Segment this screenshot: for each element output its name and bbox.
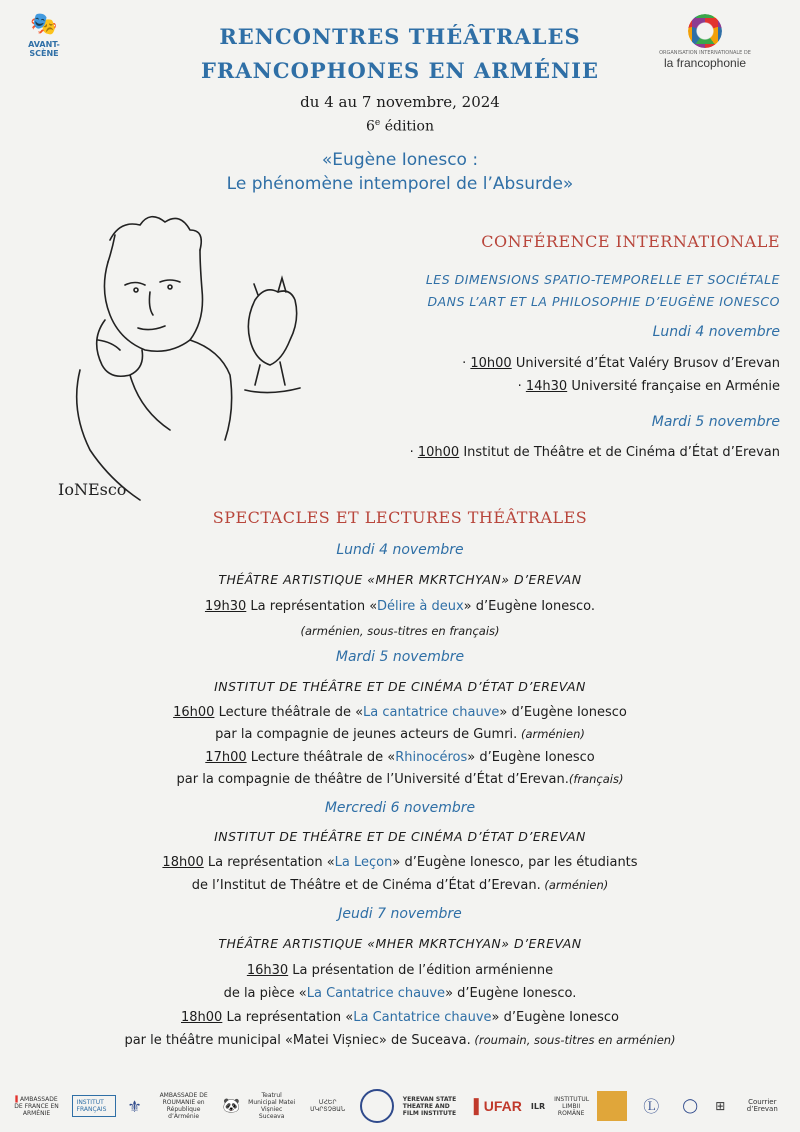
show-line <box>0 855 800 870</box>
ionesco-portrait-illustration <box>50 200 320 510</box>
show-text: La présentation de l’édition arménienne <box>288 963 554 978</box>
show-line <box>0 1010 800 1025</box>
show-line <box>0 772 800 787</box>
language-note: (arménien) <box>540 878 609 892</box>
conference-time: 10h00 <box>417 445 460 460</box>
logo-university-seal <box>360 1089 394 1123</box>
show-text: » d’Eugène Ionesco, par les étudiants <box>392 855 638 870</box>
conference-venue: Université d’État Valéry Brusov d’Erevan <box>515 356 780 371</box>
show-line <box>0 727 800 742</box>
show-time: 19h30 <box>204 599 247 614</box>
seal-icon <box>360 1089 394 1123</box>
show-text: » d’Eugène Ionesco. <box>463 599 596 614</box>
show-text: Lecture théâtrale de « <box>214 705 364 720</box>
conference-item: · 14h30 Université française en Arménie <box>517 379 780 394</box>
edition-label: 6e édition <box>366 118 434 135</box>
conference-time: 10h00 <box>470 356 512 371</box>
logo-institutul-limbii-romane: INSTITUTUL LIMBII ROMÂNE <box>554 1095 590 1117</box>
show-text: par la compagnie de jeunes acteurs de Gumri. <box>215 727 518 742</box>
logo-blue-circle: ◯ <box>682 1097 699 1114</box>
ionesco-signature: IoNEsco <box>58 480 127 499</box>
show-line <box>0 878 800 893</box>
logo-ilr: ILR <box>530 1101 546 1111</box>
partner-logos <box>0 1080 800 1132</box>
shows-day-wednesday: Mercredi 6 novembre <box>324 800 476 816</box>
logo-institut-francais: INSTITUT FRANÇAIS <box>72 1095 116 1117</box>
play-title: La cantatrice chauve <box>363 705 500 720</box>
show-text: » d’Eugène Ionesco <box>491 1010 619 1025</box>
event-dates: du 4 au 7 novembre, 2024 <box>300 93 500 111</box>
show-text: par la compagnie de théâtre de l’Université d’État d’Erevan. <box>176 772 569 787</box>
panda-icon: 🐼 <box>222 1097 241 1114</box>
play-title: La Leçon <box>334 855 393 870</box>
show-text: La représentation « <box>222 1010 354 1025</box>
show-time: 18h00 <box>162 855 204 870</box>
show-text: » d’Eugène Ionesco. <box>445 986 577 1001</box>
conference-time: 14h30 <box>525 379 568 394</box>
show-text: Lecture théâtrale de « <box>246 750 396 765</box>
show-time: 16h00 <box>173 705 215 720</box>
logo-l-mark: Ⓛ <box>643 1096 660 1116</box>
conference-title: CONFÉRENCE INTERNATIONALE <box>481 232 780 251</box>
francophonie-name: la francophonie <box>663 56 747 70</box>
show-text: de la pièce « <box>223 986 307 1001</box>
language-note: (roumain, sous-titres en arménien) <box>470 1033 676 1047</box>
theme-quote-line1: «Eugène Ionesco : <box>321 150 479 170</box>
conference-subtitle-line2: DANS L’ART ET LA PHILOSOPHIE D’EUGÈNE IONESCO <box>427 294 780 309</box>
show-time: 17h00 <box>205 750 247 765</box>
logo-teatrul-municipal: Teatrul Municipal Matei Vișniec Suceava <box>248 1092 296 1120</box>
show-line <box>0 705 800 720</box>
logo-yerevan-state-institute: YEREVAN STATE THEATRE AND FILM INSTITUTE <box>402 1095 457 1117</box>
shows-day-monday: Lundi 4 novembre <box>336 542 464 558</box>
crest-icon: ⚜ <box>127 1096 142 1116</box>
shows-day-thursday: Jeudi 7 novembre <box>338 906 462 922</box>
conference-day-tuesday: Mardi 5 novembre <box>651 414 780 430</box>
theater-masks-icon: 🎭 <box>30 12 58 37</box>
play-title: La Cantatrice chauve <box>353 1010 492 1025</box>
play-title: La Cantatrice chauve <box>306 986 446 1001</box>
logo-ambassade-roumanie: AMBASSADE DE ROUMANIE en République d’Arménie <box>159 1092 208 1120</box>
conference-venue: Institut de Théâtre et de Cinéma d’État d’Erevan <box>463 445 780 460</box>
logo-text: AMBASSADE DE FRANCE EN ARMÉNIE <box>14 1095 59 1117</box>
logo-ambassade-france: ▌AMBASSADE DE FRANCE EN ARMÉNIE <box>14 1095 59 1117</box>
venue-heading: INSTITUT DE THÉÂTRE ET DE CINÉMA D’ÉTAT D’EREVAN <box>214 679 586 694</box>
show-time: 16h30 <box>246 963 289 978</box>
show-line <box>0 1033 800 1048</box>
play-title: Rhinocéros <box>395 750 468 765</box>
show-text: La représentation « <box>246 599 377 614</box>
show-text: La représentation « <box>203 855 335 870</box>
conference-day-monday: Lundi 4 novembre <box>652 324 780 340</box>
theme-quote-line2: Le phénomène intemporel de l’Absurde» <box>226 174 574 194</box>
show-time: 18h00 <box>181 1010 223 1025</box>
conference-venue: Université française en Arménie <box>571 379 780 394</box>
show-line <box>0 599 800 614</box>
page-title-line1: RENCONTRES THÉÂTRALES <box>219 24 581 49</box>
show-text: » d’Eugène Ionesco <box>499 705 627 720</box>
shows-title: SPECTACLES ET LECTURES THÉÂTRALES <box>212 508 588 527</box>
venue-heading: THÉÂTRE ARTISTIQUE «MHER MKRTCHYAN» D’EREVAN <box>218 936 582 951</box>
logo-courrier-erevan: Courrier d’Erevan <box>746 1098 778 1113</box>
logo-orange-square <box>597 1091 627 1121</box>
language-note: (arménien, sous-titres en français) <box>300 624 500 638</box>
avant-scene-label: AVANT-SCÈNE <box>28 40 60 58</box>
show-text: » d’Eugène Ionesco <box>467 750 595 765</box>
logo-square-icon: ⊞ <box>715 1098 726 1113</box>
show-line <box>0 986 800 1001</box>
show-text: de l’Institut de Théâtre et de Cinéma d’État d’Erevan. <box>191 878 541 893</box>
shows-day-tuesday: Mardi 5 novembre <box>335 649 465 665</box>
language-note: (français) <box>568 772 624 786</box>
logo-mher-mkrtchyan: ՄՀԵՐ ՄԿՐՏՉՅԱՆ <box>310 1099 346 1113</box>
venue-heading: INSTITUT DE THÉÂTRE ET DE CINÉMA D’ÉTAT D’EREVAN <box>214 829 586 844</box>
conference-item: · 10h00 Institut de Théâtre et de Cinéma d’État d’Erevan <box>409 445 780 460</box>
language-note: (arménien) <box>517 727 585 741</box>
show-line <box>0 750 800 765</box>
conference-item: · 10h00 Université d’État Valéry Brusov d’Erevan <box>462 356 780 371</box>
venue-heading: THÉÂTRE ARTISTIQUE «MHER MKRTCHYAN» D’EREVAN <box>218 572 582 587</box>
play-title: Délire à deux <box>376 599 464 614</box>
logo-ufar: ▌UFAR <box>473 1098 522 1114</box>
logo-text: UFAR <box>483 1098 522 1114</box>
francophonie-org-label: ORGANISATION INTERNATIONALE DE <box>659 50 751 56</box>
page-title-line2: FRANCOPHONES EN ARMÉNIE <box>201 58 599 83</box>
show-line <box>0 963 800 978</box>
conference-subtitle-line1: LES DIMENSIONS SPATIO-TEMPORELLE ET SOCIÉTALE <box>425 272 780 287</box>
show-text: par le théâtre municipal «Matei Vișniec» de Suceava. <box>124 1033 471 1048</box>
